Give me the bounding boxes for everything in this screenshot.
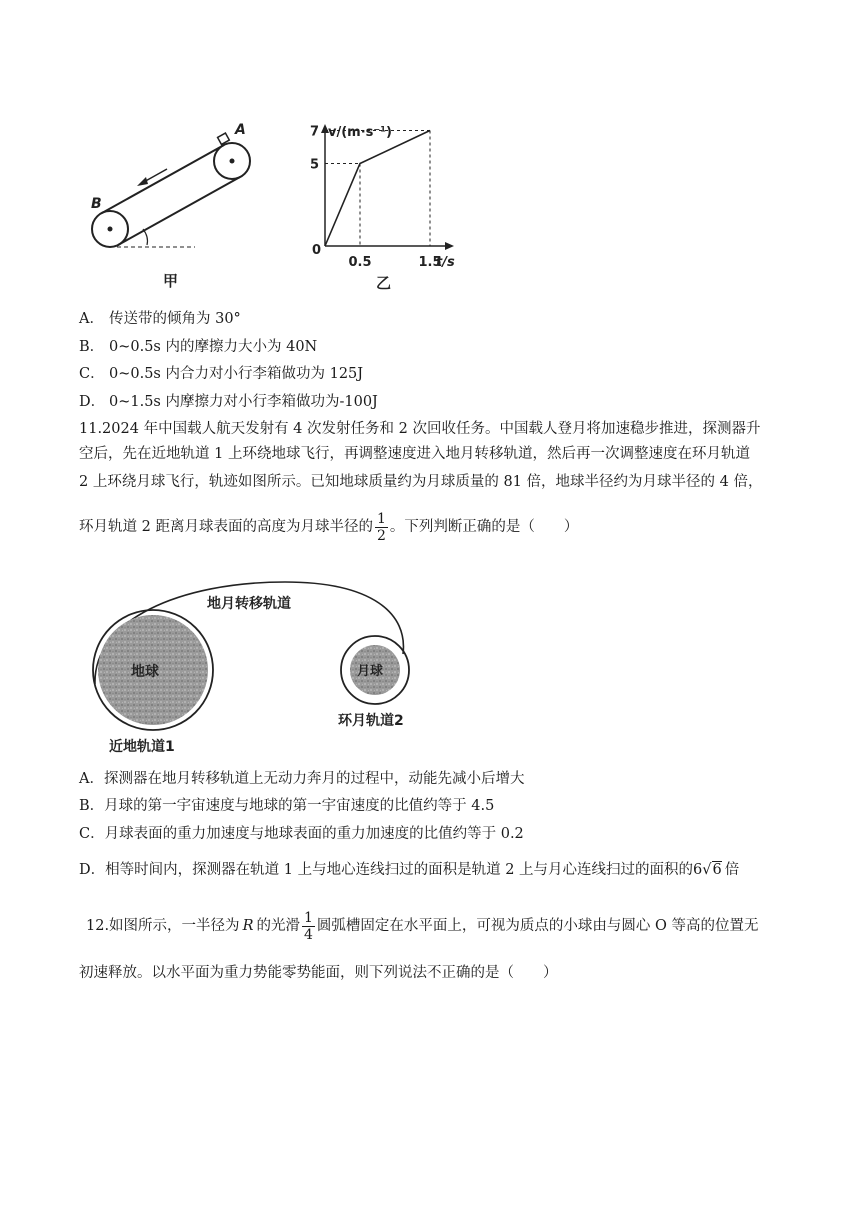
q10-option-d: D． 0~1.5s 内摩擦力对小行李箱做功为-100J	[79, 394, 378, 410]
belt-bottom	[118, 177, 240, 245]
q10-option-c: C． 0~0.5s 内合力对小行李箱做功为 125J	[79, 366, 364, 382]
q10-option-b: B． 0~0.5s 内的摩擦力大小为 40N	[79, 339, 318, 355]
moon-orbit-label: 环月轨道2	[338, 713, 404, 729]
near-earth-orbit-label: 近地轨道1	[109, 739, 175, 755]
q11-option-d: D．相等时间内，探测器在轨道 1 上与地心连线扫过的面积是轨道 2 上与月心连线扫过的面积的6√6 倍	[79, 862, 740, 878]
figure-caption-jia: 甲	[163, 272, 179, 290]
q11-stem-line-3: 2 上环绕月球飞行，轨迹如图所示。已知地球质量约为月球质量的 81 倍，地球半径约为月球半径的 4 倍，	[79, 474, 763, 490]
x-axis-label: t/s	[436, 255, 455, 270]
earth-moon-orbit-figure	[85, 572, 425, 758]
motion-arrow	[137, 169, 167, 186]
q11-option-a: A．探测器在地月转移轨道上无动力奔月的过程中，动能先减小后增大	[79, 771, 525, 787]
velocity-line	[325, 131, 430, 247]
q11-stem-line-1: 11.2024 年中国载人航天发射有 4 次发射任务和 2 次回收任务。中国载人登月将加速稳步推进，探测器升	[79, 421, 761, 437]
belt-top	[102, 145, 224, 213]
q11-stem-line-4: 环月轨道 2 距离月球表面的高度为月球半径的 $\frac{1}{2}$ 。下列判断正确的是（ ）	[79, 510, 579, 544]
fraction-one-quarter: $\frac{1}{4}$	[303, 909, 313, 943]
moon-label: 月球	[357, 664, 384, 679]
label-b: B	[91, 196, 102, 212]
q11-stem-line-2: 空后，先在近地轨道 1 上环绕地球飞行，再调整速度进入地月转移轨道，然后再一次调整速度在环月轨道	[79, 446, 750, 462]
q11-option-c: C．月球表面的重力加速度与地球表面的重力加速度的比值约等于 0.2	[79, 826, 524, 842]
transfer-orbit-label: 地月转移轨道	[207, 596, 291, 612]
velocity-time-graph	[300, 118, 465, 290]
q12-stem-line-2: 初速释放。以水平面为重力势能零势能面，则下列说法不正确的是（ ）	[79, 965, 558, 981]
fraction-one-half: $\frac{1}{2}$	[376, 510, 386, 544]
y-tick-label: 5	[310, 157, 320, 173]
x-tick-label: 0.5	[348, 255, 372, 270]
q12-stem-line-1: 12.如图所示，一半径为 R 的光滑 $\frac{1}{4}$ 圆弧槽固定在水平面上，可视为质点的小球由与圆心 O 等高的位置无	[86, 909, 759, 943]
x-tick-label: 1.5	[418, 255, 442, 270]
origin-label: 0	[312, 243, 322, 258]
square-root: √6	[702, 862, 722, 878]
q10-option-a: A． 传送带的倾角为 30°	[79, 311, 241, 327]
label-a: A	[235, 122, 246, 138]
conveyor-belt-figure	[85, 118, 270, 290]
variable-r: R	[242, 918, 254, 934]
figure-caption-yi: 乙	[376, 274, 392, 290]
y-tick-label: 7	[310, 124, 320, 140]
earth-label: 地球	[131, 664, 159, 680]
y-axis-label: v/(m·s⁻¹)	[328, 125, 392, 140]
q11-option-b: B．月球的第一宇宙速度与地球的第一宇宙速度的比值约等于 4.5	[79, 798, 495, 814]
coefficient: 6	[693, 862, 703, 878]
